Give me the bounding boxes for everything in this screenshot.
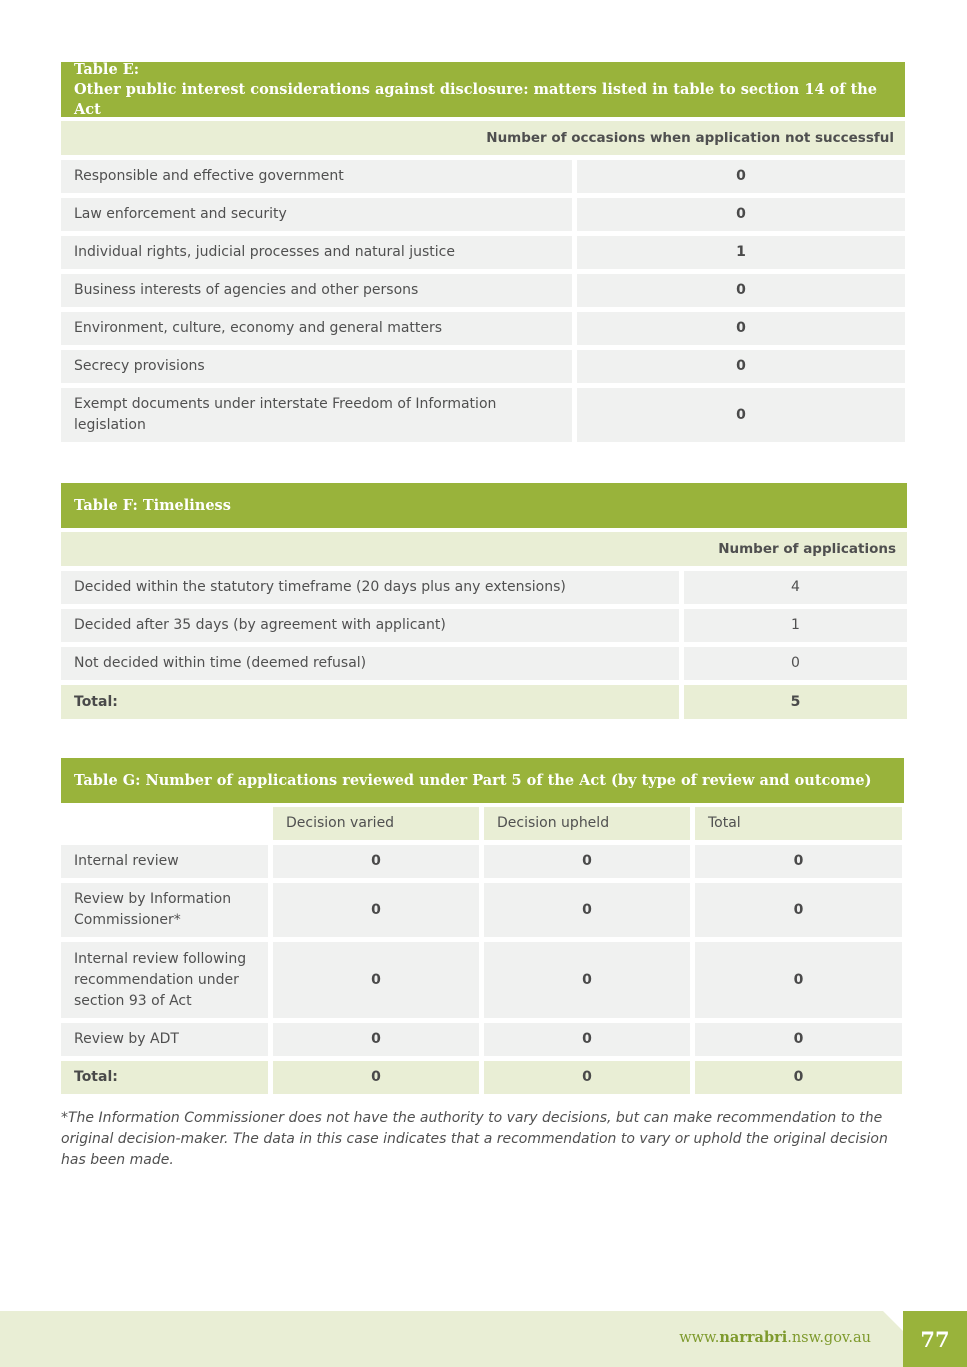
table-f-column-header-label: Number of applications [718,541,896,557]
table-g-column-header: Total [695,807,902,840]
footnote: *The Information Commissioner does not have the authority to vary decisions, but can make recommendation to the original decision-maker. The data in this case indicates that a recommendation to vary or uphold the original decision has been made. [61,1110,888,1168]
table-f-title: Table F: Timeliness [74,497,231,514]
table-g-cell: 0 [273,845,479,878]
table-g-total-cell: 0 [484,1061,690,1094]
table-f-total-label: Total: [61,685,679,719]
table-g-title: Table G: Number of applications reviewed under Part 5 of the Act (by type of review and outcome) [74,772,872,789]
table-row [61,388,905,442]
table-e-row-value: 0 [577,312,905,345]
footer-url-prefix: www. [679,1330,720,1346]
table-g-cell: 0 [484,1023,690,1056]
table-f-header [61,483,907,528]
table-g-cell: 0 [695,942,902,1018]
table-g-cell: 0 [484,942,690,1018]
table-g-corner [61,807,268,840]
table-row [61,198,905,231]
table-g-cell: 0 [484,845,690,878]
table-row [61,942,902,1018]
table-f-row-label: Decided within the statutory timeframe (20 days plus any extensions) [61,571,679,604]
table-f-column-header [61,532,907,566]
table-g-column-header-row [61,807,902,840]
table-g-cell: 0 [695,1023,902,1056]
table-g-row-label: Review by ADT [61,1023,268,1056]
table-e-row-label: Individual rights, judicial processes and natural justice [61,236,572,269]
table-e-row-value: 0 [577,160,905,193]
table-row [61,350,905,383]
table-e-header [61,62,905,117]
table-e-row-label: Secrecy provisions [61,350,572,383]
table-e-column-header-label: Number of occasions when application not successful [486,130,894,146]
table-row [61,647,907,680]
table-row [61,236,905,269]
table-g-cell: 0 [273,883,479,937]
table-g-header [61,758,904,803]
table-e-row-label: Business interests of agencies and other persons [61,274,572,307]
table-g-total-label: Total: [61,1061,268,1094]
table-e-row-value: 0 [577,350,905,383]
table-f-row-value: 4 [684,571,907,604]
table-g-row-label: Internal review following recommendation under section 93 of Act [61,942,268,1018]
table-g-column-header: Decision upheld [484,807,690,840]
table-f-row-label: Decided after 35 days (by agreement with applicant) [61,609,679,642]
table-e-row-label: Environment, culture, economy and general matters [61,312,572,345]
table-f-row-value: 0 [684,647,907,680]
table-e-row-label: Responsible and effective government [61,160,572,193]
table-row [61,1023,902,1056]
table-e-column-header [61,121,905,155]
table-g-cell: 0 [273,1023,479,1056]
table-f-row-value: 1 [684,609,907,642]
table-g-column-header: Decision varied [273,807,479,840]
table-g-cell: 0 [695,883,902,937]
table-row [61,160,905,193]
table-e-title-line2: Other public interest considerations against disclosure: matters listed in table to section 14 of the Act [74,80,878,118]
table-e-row-value: 1 [577,236,905,269]
table-row [61,312,905,345]
footer-url-suffix: .nsw.gov.au [787,1330,871,1346]
table-f-total-value: 5 [684,685,907,719]
table-e-row-value: 0 [577,198,905,231]
page-number: 77 [920,1326,950,1352]
table-row [61,883,902,937]
table-e-row-label: Exempt documents under interstate Freedom of Information legislation [61,388,572,442]
table-g-cell: 0 [273,942,479,1018]
table-row [61,845,902,878]
table-row [61,571,907,604]
footer-website-link[interactable] [679,1329,871,1346]
table-row [61,274,905,307]
table-g-total-cell: 0 [695,1061,902,1094]
table-e-row-value: 0 [577,274,905,307]
table-g-total-row [61,1061,902,1094]
table-g-cell: 0 [695,845,902,878]
table-g-cell: 0 [484,883,690,937]
table-e-row-label: Law enforcement and security [61,198,572,231]
table-g-row-label: Review by Information Commissioner* [61,883,268,937]
table-e-row-value: 0 [577,388,905,442]
table-f-total-row [61,685,907,719]
table-g-row-label: Internal review [61,845,268,878]
footer-url-bold: narrabri [719,1329,788,1346]
table-g-total-cell: 0 [273,1061,479,1094]
table-f-row-label: Not decided within time (deemed refusal) [61,647,679,680]
table-e-title-line1: Table E: [74,60,140,78]
table-row [61,609,907,642]
